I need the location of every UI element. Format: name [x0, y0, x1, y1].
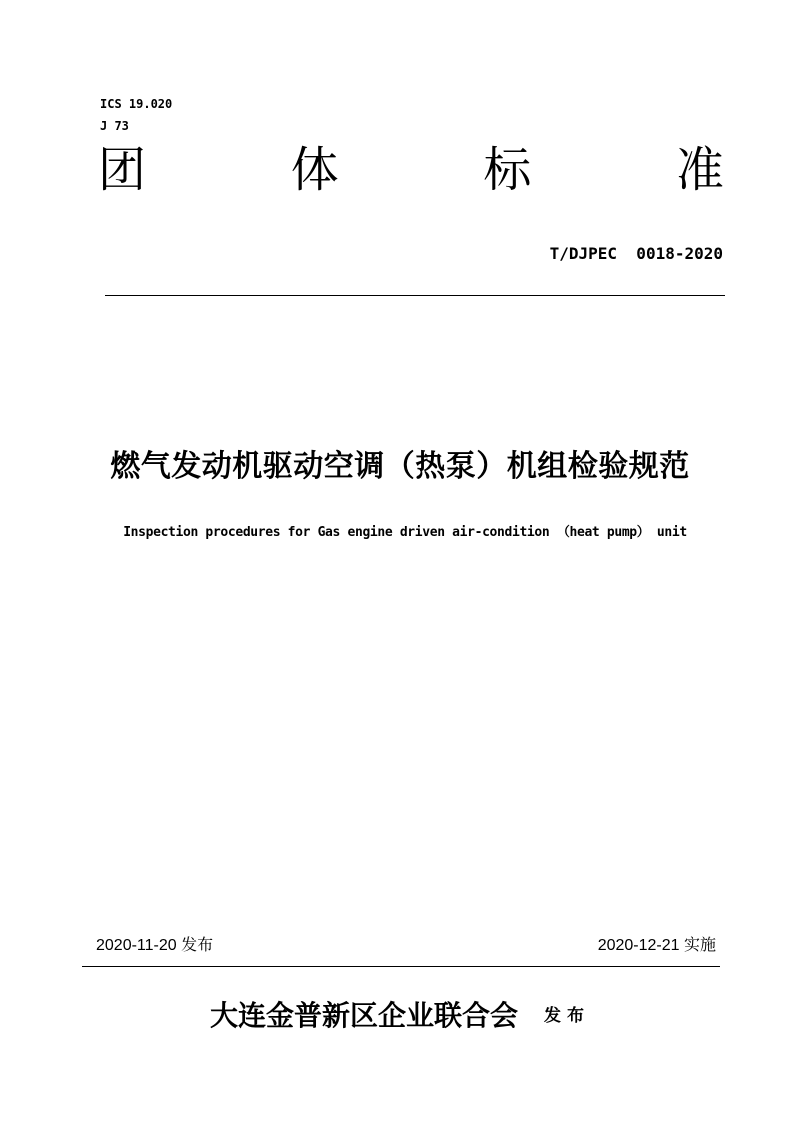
publisher-line	[0, 996, 800, 1036]
standard-number: T/DJPEC 0018-2020	[549, 244, 723, 263]
publisher-name: 大连金普新区企业联合会	[209, 999, 518, 1032]
document-type-heading	[98, 140, 724, 200]
publish-label: 发布	[544, 1006, 590, 1026]
bottom-divider	[82, 966, 720, 967]
implement-date: 2020-12-21 实施	[597, 937, 716, 954]
classification-code: J 73	[100, 119, 129, 133]
english-title: Inspection procedures for Gas engine driven air-condition （heat pump） unit	[123, 525, 687, 540]
doc-type-char: 体	[290, 142, 339, 198]
chinese-title: 燃气发动机驱动空调（热泵）机组检验规范	[110, 449, 690, 484]
top-divider	[105, 295, 725, 296]
doc-type-char: 团	[98, 142, 147, 198]
ics-code: ICS 19.020	[100, 97, 173, 111]
publish-date: 2020-11-20 发布	[96, 937, 214, 954]
doc-type-char: 准	[675, 142, 724, 198]
doc-type-char: 标	[483, 142, 532, 198]
